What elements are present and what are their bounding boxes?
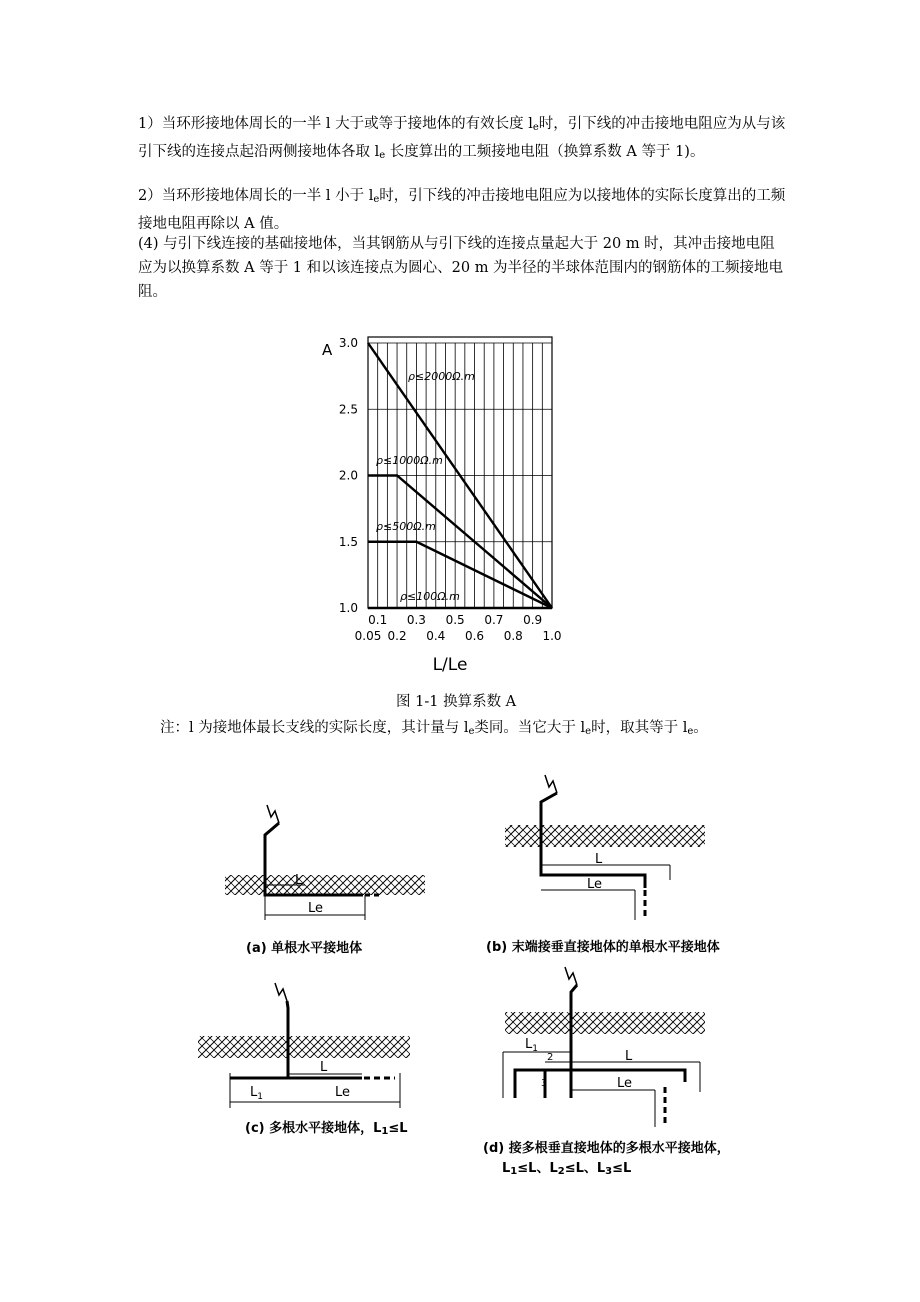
series-line-2	[368, 542, 552, 608]
y-tick-label: 2.0	[338, 468, 358, 483]
svg-text:L: L	[320, 1060, 328, 1075]
svg-text:L: L	[595, 852, 603, 867]
x-tick-label-bottom: 0.2	[387, 629, 407, 643]
svg-text:Le: Le	[617, 1076, 633, 1091]
diagram-c-multiple-horizontal	[190, 978, 420, 1113]
figure-note: 注：l 为接地体最长支线的实际长度，其计量与 $l_e$类同。当它大于 $l_e$时，取其等于 $l_e$。	[160, 720, 708, 737]
x-tick-label-bottom: 0.4	[426, 629, 446, 643]
svg-text:Le: Le	[587, 877, 603, 892]
diagram-d-caption-line2: $L_1\le L$、$L_2\le L$、$L_3\le L$	[502, 1161, 632, 1177]
lightning-icon	[275, 983, 287, 1001]
diagram-a-caption: (a) 单根水平接地体	[246, 941, 363, 956]
svg-text:L1: $L_1$	[525, 1037, 538, 1054]
diagram-a-Le: Le	[308, 901, 324, 916]
x-axis-label: L/Le	[432, 655, 468, 675]
y-tick-label: 2.5	[338, 402, 358, 417]
conversion-factor-chart	[320, 325, 580, 697]
y-tick-label: 1.0	[338, 601, 358, 615]
svg-text:2: 2	[547, 1052, 554, 1063]
svg-text:Le: Le	[335, 1085, 351, 1100]
x-tick-label-bottom: 0.6	[464, 629, 485, 643]
svg-text:L1: $L_1$	[250, 1085, 263, 1102]
lightning-icon	[545, 775, 557, 793]
soil-hatch	[225, 875, 425, 895]
x-tick-label-top: 0.1	[368, 613, 388, 627]
series-label-1: ρ≤1000Ω.m	[376, 454, 443, 467]
lightning-icon	[565, 967, 577, 985]
diagram-d-caption: (d) 接多根垂直接地体的多根水平接地体，	[483, 1141, 730, 1156]
diagram-d-multiple-horizontal-vertical	[485, 962, 715, 1137]
diagram-a-single-horizontal	[215, 795, 435, 935]
series-label-2: ρ≤500Ω.m	[376, 520, 436, 533]
y-tick-label: 3.0	[338, 336, 358, 350]
diagram-a-L: L	[295, 873, 303, 888]
x-tick-label-bottom: 0.8	[503, 629, 523, 643]
diagram-c-caption: (c) 多根水平接地体，$L_1\le L$	[245, 1121, 408, 1137]
figure-caption: 图 1-1 换算系数 A	[396, 694, 517, 710]
x-tick-label-bottom: 1.0	[542, 629, 562, 643]
x-tick-label-top: 0.7	[484, 613, 504, 627]
diagram-b-single-horizontal-vertical-end	[495, 770, 715, 930]
y-axis-label: A	[322, 341, 333, 359]
lightning-icon	[267, 805, 279, 823]
paragraph-2: 2）当环形接地体周长的一半 l 小于 $l_e$时，引下线的冲击接地电阻应为以接地体的实际长度算出的工频接地电阻再除以 A 值。	[138, 188, 786, 232]
x-tick-label-top: 0.3	[406, 613, 426, 627]
series-label-0: ρ≤2000Ω.m	[408, 370, 475, 383]
x-tick-label-top: 0.9	[523, 613, 543, 627]
diagram-b-caption: (b) 末端接垂直接地体的单根水平接地体	[486, 940, 720, 955]
series-label-3: ρ≤100Ω.m	[400, 590, 460, 603]
x-tick-label-top: 0.5	[445, 613, 465, 627]
y-tick-label: 1.5	[338, 534, 358, 549]
paragraph-1: 1）当环形接地体周长的一半 l 大于或等于接地体的有效长度 $l_e$时，引下线的冲击接地电阻应为从与该引下线的连接点起沿两侧接地体各取 $l_e$ 长度算出的工频接地电阻（换算系数 A 等于 1)。	[138, 116, 786, 161]
chart-labels	[322, 336, 562, 675]
svg-text:3: 3	[541, 1078, 548, 1089]
x-tick-label-bottom: 0.05	[354, 629, 382, 643]
paragraph-3: (4) 与引下线连接的基础接地体，当其钢筋从与引下线的连接点量起大于 20 m 时，其冲击接地电阻应为以换算系数 A 等于 1 和以该连接点为圆心、20 m 为半径的半球体范围内的钢筋体的工频接地电阻。	[138, 236, 784, 300]
svg-text:L: L	[625, 1049, 633, 1064]
